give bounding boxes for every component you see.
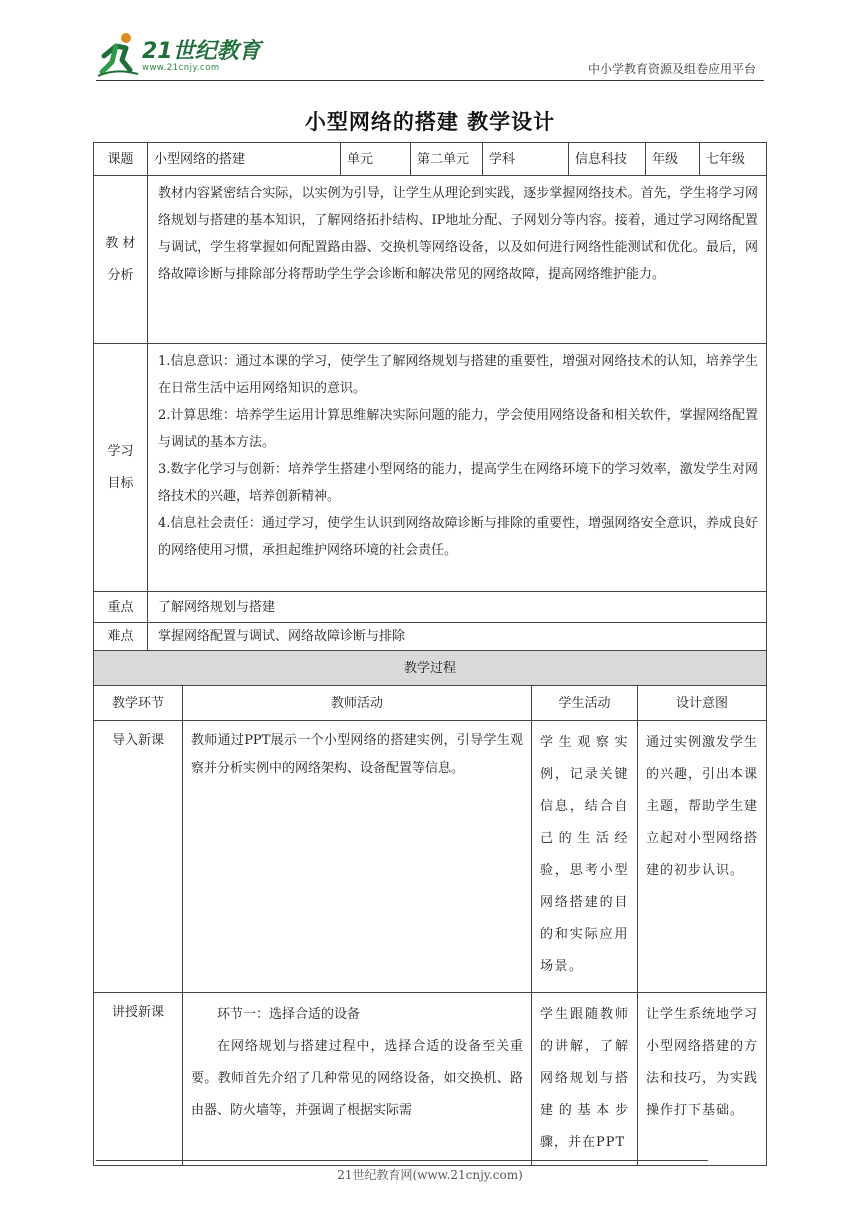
- topic-label: 课题: [94, 143, 148, 176]
- difficulty-row: [94, 623, 767, 651]
- process-row: [94, 721, 767, 993]
- page-title: 小型网络的搭建 教学设计: [304, 109, 556, 134]
- material-text: [148, 176, 767, 344]
- header-divider: [96, 80, 764, 81]
- unit-value: 第二单元: [411, 143, 483, 176]
- difficulty-text: 掌握网络配置与调试、网络故障诊断与排除: [148, 623, 767, 651]
- goals-row: [94, 344, 767, 592]
- logo-text: 21世纪教育: [142, 39, 261, 64]
- footer-divider: [96, 1160, 708, 1161]
- platform-name: 中小学教育资源及组卷应用平台: [587, 62, 756, 76]
- goals-label-line2: 目标: [107, 475, 134, 491]
- teaching-process-table: [93, 650, 767, 1166]
- info-row: [94, 143, 767, 176]
- column-header: 教师活动: [183, 686, 532, 721]
- student-cell: 学生观察实例，记录关键信息，结合自己的生活经验，思考小型网络搭建的目的和实际应用场景。: [532, 721, 638, 993]
- topic-value: 小型网络的搭建: [148, 143, 341, 176]
- goal-item: 4.信息社会责任：通过学习，使学生认识到网络故障诊断与排除的重要性，增强网络安全意识，养成良好的网络使用习惯，承担起维护网络环境的社会责任。: [158, 516, 758, 558]
- material-label: [94, 176, 148, 344]
- material-label-line2: 分析: [107, 267, 134, 283]
- stage-cell: 讲授新课: [94, 993, 183, 1166]
- process-heading-row: [94, 651, 767, 686]
- logo-url: www.21cnjy.com: [142, 63, 220, 73]
- key-point-label: 重点: [94, 592, 148, 623]
- lesson-info-table: [93, 142, 767, 651]
- unit-label: 单元: [341, 143, 411, 176]
- subject-label: 学科: [483, 143, 569, 176]
- intent-cell: 让学生系统地学习小型网络搭建的方法和技巧，为实践操作打下基础。: [638, 993, 767, 1166]
- grade-value: 七年级: [700, 143, 767, 176]
- process-columns-row: [94, 686, 767, 721]
- teacher-cell: [183, 721, 532, 993]
- teacher-paragraph: 教师通过PPT展示一个小型网络的搭建实例，引导学生观察并分析实例中的网络架构、设备配置等信息。: [191, 733, 523, 776]
- subject-value: 信息科技: [569, 143, 646, 176]
- intent-cell: 通过实例激发学生的兴趣，引出本课主题，帮助学生建立起对小型网络搭建的初步认识。: [638, 721, 767, 993]
- goal-item: 2.计算思维：培养学生运用计算思维解决实际问题的能力，学会使用网络设备和相关软件，掌握网络配置与调试的基本方法。: [158, 408, 758, 450]
- key-point-row: [94, 592, 767, 623]
- difficulty-label: 难点: [94, 623, 148, 651]
- column-header: 教学环节: [94, 686, 183, 721]
- material-label-line1: 教 材: [105, 235, 136, 251]
- column-header: 设计意图: [638, 686, 767, 721]
- footer-text: 21世纪教育网(www.21cnjy.com): [337, 1168, 523, 1182]
- material-paragraph: 教材内容紧密结合实际，以实例为引导，让学生从理论到实践，逐步掌握网络技术。首先，学生将学习网络规划与搭建的基本知识，了解网络拓扑结构、IP地址分配、子网划分等内容。接着，通过学习网络配置与调试，学生将掌握如何配置路由器、交换机等网络设备，以及如何进行网络性能测试和优化。最后，网络故障诊断与排除部分将帮助学生学会诊断和解决常见的网络故障，提高网络维护能力。: [158, 186, 758, 282]
- stage-cell: 导入新课: [94, 721, 183, 993]
- process-heading: 教学过程: [94, 651, 767, 686]
- runner-logo-icon: [96, 30, 140, 78]
- goal-item: 3.数字化学习与创新：培养学生搭建小型网络的能力，提高学生在网络环境下的学习效率，激发学生对网络技术的兴趣，培养创新精神。: [158, 462, 758, 504]
- teacher-paragraph: 环节一：选择合适的设备: [217, 1007, 361, 1022]
- material-row: [94, 176, 767, 344]
- column-header: 学生活动: [532, 686, 638, 721]
- goals-label: [94, 344, 148, 592]
- teacher-cell: [183, 993, 532, 1166]
- logo: [96, 30, 266, 82]
- grade-label: 年级: [646, 143, 700, 176]
- goal-item: 1.信息意识：通过本课的学习，使学生了解网络规划与搭建的重要性，增强对网络技术的认知，培养学生在日常生活中运用网络知识的意识。: [158, 354, 758, 396]
- goals-label-line1: 学习: [107, 443, 134, 459]
- goals-text: [148, 344, 767, 592]
- student-cell: 学生跟随教师的讲解，了解网络规划与搭建的基本步骤，并在PPT: [532, 993, 638, 1166]
- page-header: [0, 0, 860, 90]
- process-row: [94, 993, 767, 1166]
- teacher-paragraph: 在网络规划与搭建过程中，选择合适的设备至关重要。教师首先介绍了几种常见的网络设备，如交换机、路由器、防火墙等，并强调了根据实际需: [191, 1039, 523, 1118]
- key-point-text: 了解网络规划与搭建: [148, 592, 767, 623]
